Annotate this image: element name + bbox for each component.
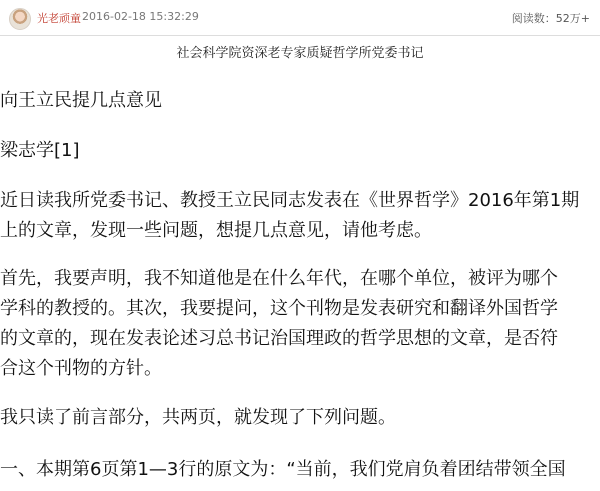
article-subtitle: 社会科学院资深老专家质疑哲学所党委书记 xyxy=(176,46,424,61)
paragraph-line: 学科的教授的。其次，我要提问，这个刊物是发表研究和翻译外国哲学 xyxy=(0,298,558,319)
author-name[interactable]: 光老顽童 xyxy=(37,12,81,25)
paragraph-line: 首先，我要声明，我不知道他是在什么年代，在哪个单位，被评为哪个 xyxy=(0,268,558,289)
post-header xyxy=(0,0,600,36)
paragraph-line: 合这个刊物的方针。 xyxy=(0,358,162,379)
paragraph-4 xyxy=(0,455,600,485)
post-timestamp: 2016-02-18 15:32:29 xyxy=(82,10,199,23)
author-avatar[interactable] xyxy=(9,8,31,30)
article-title-text: 向王立民提几点意见 xyxy=(0,90,162,111)
paragraph-line: 上的文章，发现一些问题，想提几点意见，请他考虑。 xyxy=(0,220,432,241)
paragraph-line: 近日读我所党委书记、教授王立民同志发表在《世界哲学》2016年第1期 xyxy=(0,190,580,211)
read-count: 阅读数：52万+ xyxy=(511,12,590,25)
paragraph-line: 我只读了前言部分，共两页，就发现了下列问题。 xyxy=(0,407,396,428)
paragraph-2 xyxy=(0,264,600,384)
paragraph-1 xyxy=(0,186,600,246)
paragraph-3 xyxy=(0,403,600,433)
paragraph-line: 一、本期第6页第1—3行的原文为：“当前，我们党肩负着团结带领全国 xyxy=(0,459,566,480)
article-byline-text: 梁志学[1] xyxy=(0,140,80,161)
article-byline xyxy=(0,136,600,166)
paragraph-line: 的文章的，现在发表论述习总书记治国理政的哲学思想的文章，是否符 xyxy=(0,328,558,349)
article-title xyxy=(0,86,600,116)
